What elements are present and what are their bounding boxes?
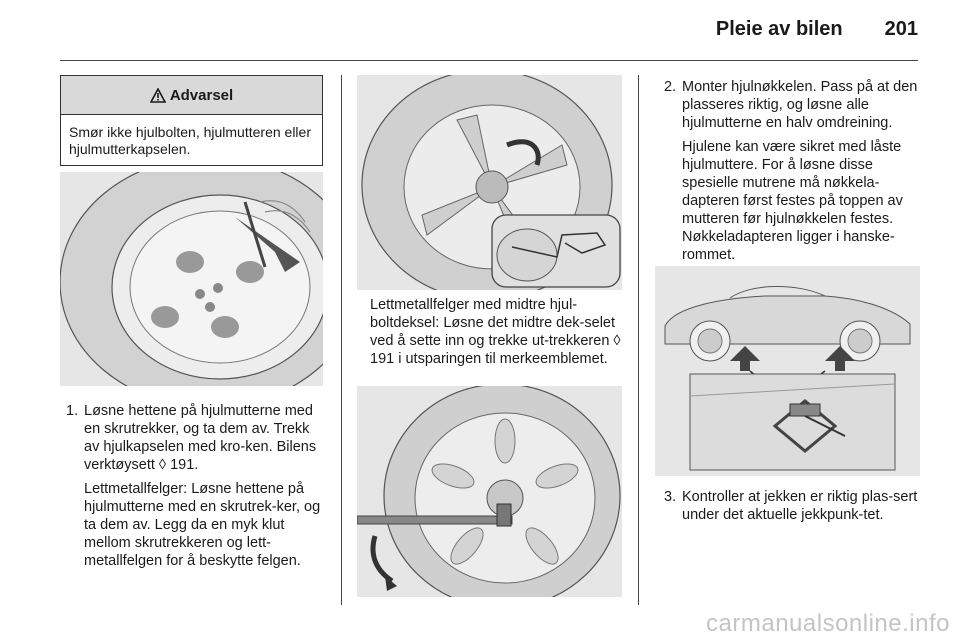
- step-1-alloy-text: Lettmetallfelger: Løsne hettene på hjulmutterne med en skrutrek-ker, og ta dem av. Legg da en myk klut mellom skrutrekkeren og lett-metallfelgen for å beskytte felgen.: [84, 481, 321, 569]
- step-3-text: Kontroller at jekken er riktig plas-sert under det aktuelle jekkpunk-tet.: [682, 489, 918, 523]
- center-cap-caption: Lettmetallfelger med midtre hjul-boltdeksel: Løsne det midtre dek-selet ved å sette inn og trekke ut-trekkeren ◊ 191 i utsparingen til merkeemblemet.: [370, 297, 621, 367]
- page-number: 201: [884, 18, 918, 40]
- step-2-text: Monter hjulnøkkelen. Pass på at den plasseres riktig, og løsne alle hjulmutterne en halv omdreining.: [682, 79, 918, 131]
- step-3-number: 3.: [664, 489, 677, 505]
- step-1-text: Løsne hettene på hjulmutterne med en skrutrekker, og ta dem av. Trekk av hjulkapselen med kro-ken. Bilens verktøysett ◊ 191.: [84, 403, 317, 473]
- warning-title: Advarsel: [169, 86, 234, 104]
- watermark: carmanualsonline.info: [706, 610, 950, 637]
- page-header: [716, 18, 918, 41]
- column-divider-left: [341, 75, 342, 605]
- hubcap-removal-illustration: [60, 172, 323, 386]
- step-2-number: 2.: [664, 79, 677, 95]
- step-1-number: 1.: [66, 403, 79, 419]
- step-1: [66, 402, 328, 570]
- step-2: [664, 78, 922, 264]
- center-cap-illustration: [357, 75, 622, 290]
- warning-triangle-icon: [150, 88, 166, 103]
- column-divider-right: [638, 75, 639, 605]
- step-2-locking-nuts-text: Hjulene kan være sikret med låste hjulmuttere. For å løsne disse spesielle mutrene må nøkkela-dapteren først festes på toppen av mutteren før hjulnøkkelen festes. Nøkkeladapteren ligger i hanske-rommet.: [682, 139, 903, 263]
- header-divider: [60, 60, 918, 61]
- warning-header: [61, 76, 322, 115]
- warning-text: Smør ikke hjulbolten, hjulmutteren eller hjulmutterkapselen.: [69, 124, 311, 157]
- warning-box: [60, 75, 323, 166]
- step-3: [664, 488, 922, 524]
- page-title: Pleie av bilen: [715, 18, 843, 40]
- jack-position-illustration: [655, 266, 920, 476]
- wheel-wrench-illustration: [357, 386, 622, 597]
